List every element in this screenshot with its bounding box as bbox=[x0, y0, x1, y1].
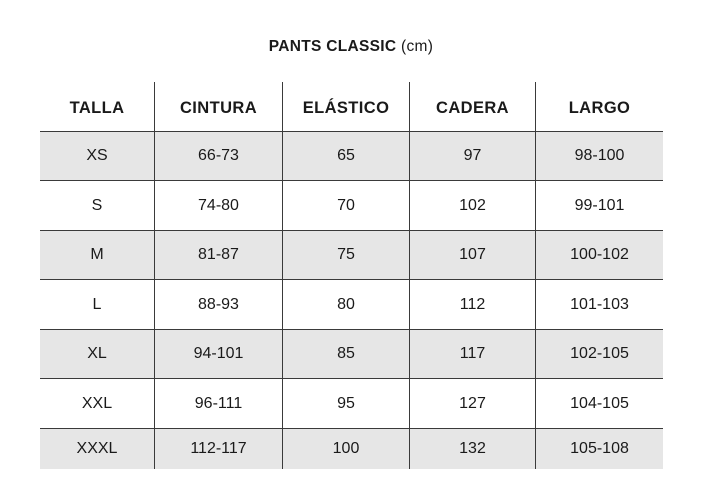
header-cintura: CINTURA bbox=[154, 82, 282, 131]
cell-cadera: 112 bbox=[409, 280, 535, 329]
cell-cadera: 97 bbox=[409, 132, 535, 180]
header-largo: LARGO bbox=[535, 82, 663, 131]
page-title bbox=[0, 38, 702, 56]
cell-cintura: 74-80 bbox=[154, 181, 282, 230]
cell-elastico: 75 bbox=[282, 231, 409, 279]
cell-elastico: 70 bbox=[282, 181, 409, 230]
cell-cintura: 66-73 bbox=[154, 132, 282, 180]
table-row bbox=[40, 330, 663, 379]
cell-talla: XL bbox=[87, 345, 107, 362]
cell-elastico: 85 bbox=[282, 330, 409, 378]
title-text: PANTS CLASSIC bbox=[268, 38, 397, 55]
table-row bbox=[40, 132, 663, 181]
cell-talla: XXXL bbox=[76, 440, 118, 457]
cell-elastico: 80 bbox=[282, 280, 409, 329]
cell-talla: L bbox=[92, 295, 102, 313]
cell-largo: 101-103 bbox=[535, 280, 663, 329]
cell-cadera: 102 bbox=[409, 181, 535, 230]
size-table bbox=[40, 82, 663, 469]
cell-talla: XS bbox=[86, 147, 108, 164]
cell-largo: 98-100 bbox=[535, 132, 663, 180]
cell-elastico: 100 bbox=[282, 429, 409, 469]
table-header-row bbox=[40, 82, 663, 132]
table-row bbox=[40, 429, 663, 469]
cell-largo: 100-102 bbox=[535, 231, 663, 279]
cell-largo: 105-108 bbox=[535, 429, 663, 469]
cell-cadera: 117 bbox=[409, 330, 535, 378]
header-cadera: CADERA bbox=[409, 82, 535, 131]
cell-cadera: 127 bbox=[409, 379, 535, 428]
cell-cintura: 94-101 bbox=[154, 330, 282, 378]
header-talla: TALLA bbox=[69, 99, 125, 117]
cell-cintura: 81-87 bbox=[154, 231, 282, 279]
cell-cintura: 96-111 bbox=[154, 379, 282, 428]
cell-talla: XXL bbox=[81, 394, 113, 412]
cell-elastico: 65 bbox=[282, 132, 409, 180]
cell-largo: 102-105 bbox=[535, 330, 663, 378]
table-row bbox=[40, 181, 663, 231]
cell-cadera: 107 bbox=[409, 231, 535, 279]
table-row bbox=[40, 231, 663, 280]
cell-largo: 104-105 bbox=[535, 379, 663, 428]
cell-cadera: 132 bbox=[409, 429, 535, 469]
cell-largo: 99-101 bbox=[535, 181, 663, 230]
table-body bbox=[40, 132, 663, 469]
cell-cintura: 112-117 bbox=[154, 429, 282, 469]
cell-talla: S bbox=[91, 196, 103, 214]
table-row bbox=[40, 379, 663, 429]
title-unit: (cm) bbox=[401, 38, 434, 55]
cell-cintura: 88-93 bbox=[154, 280, 282, 329]
cell-talla: M bbox=[90, 246, 104, 263]
header-elastico: ELÁSTICO bbox=[282, 82, 409, 131]
cell-elastico: 95 bbox=[282, 379, 409, 428]
table-row bbox=[40, 280, 663, 330]
